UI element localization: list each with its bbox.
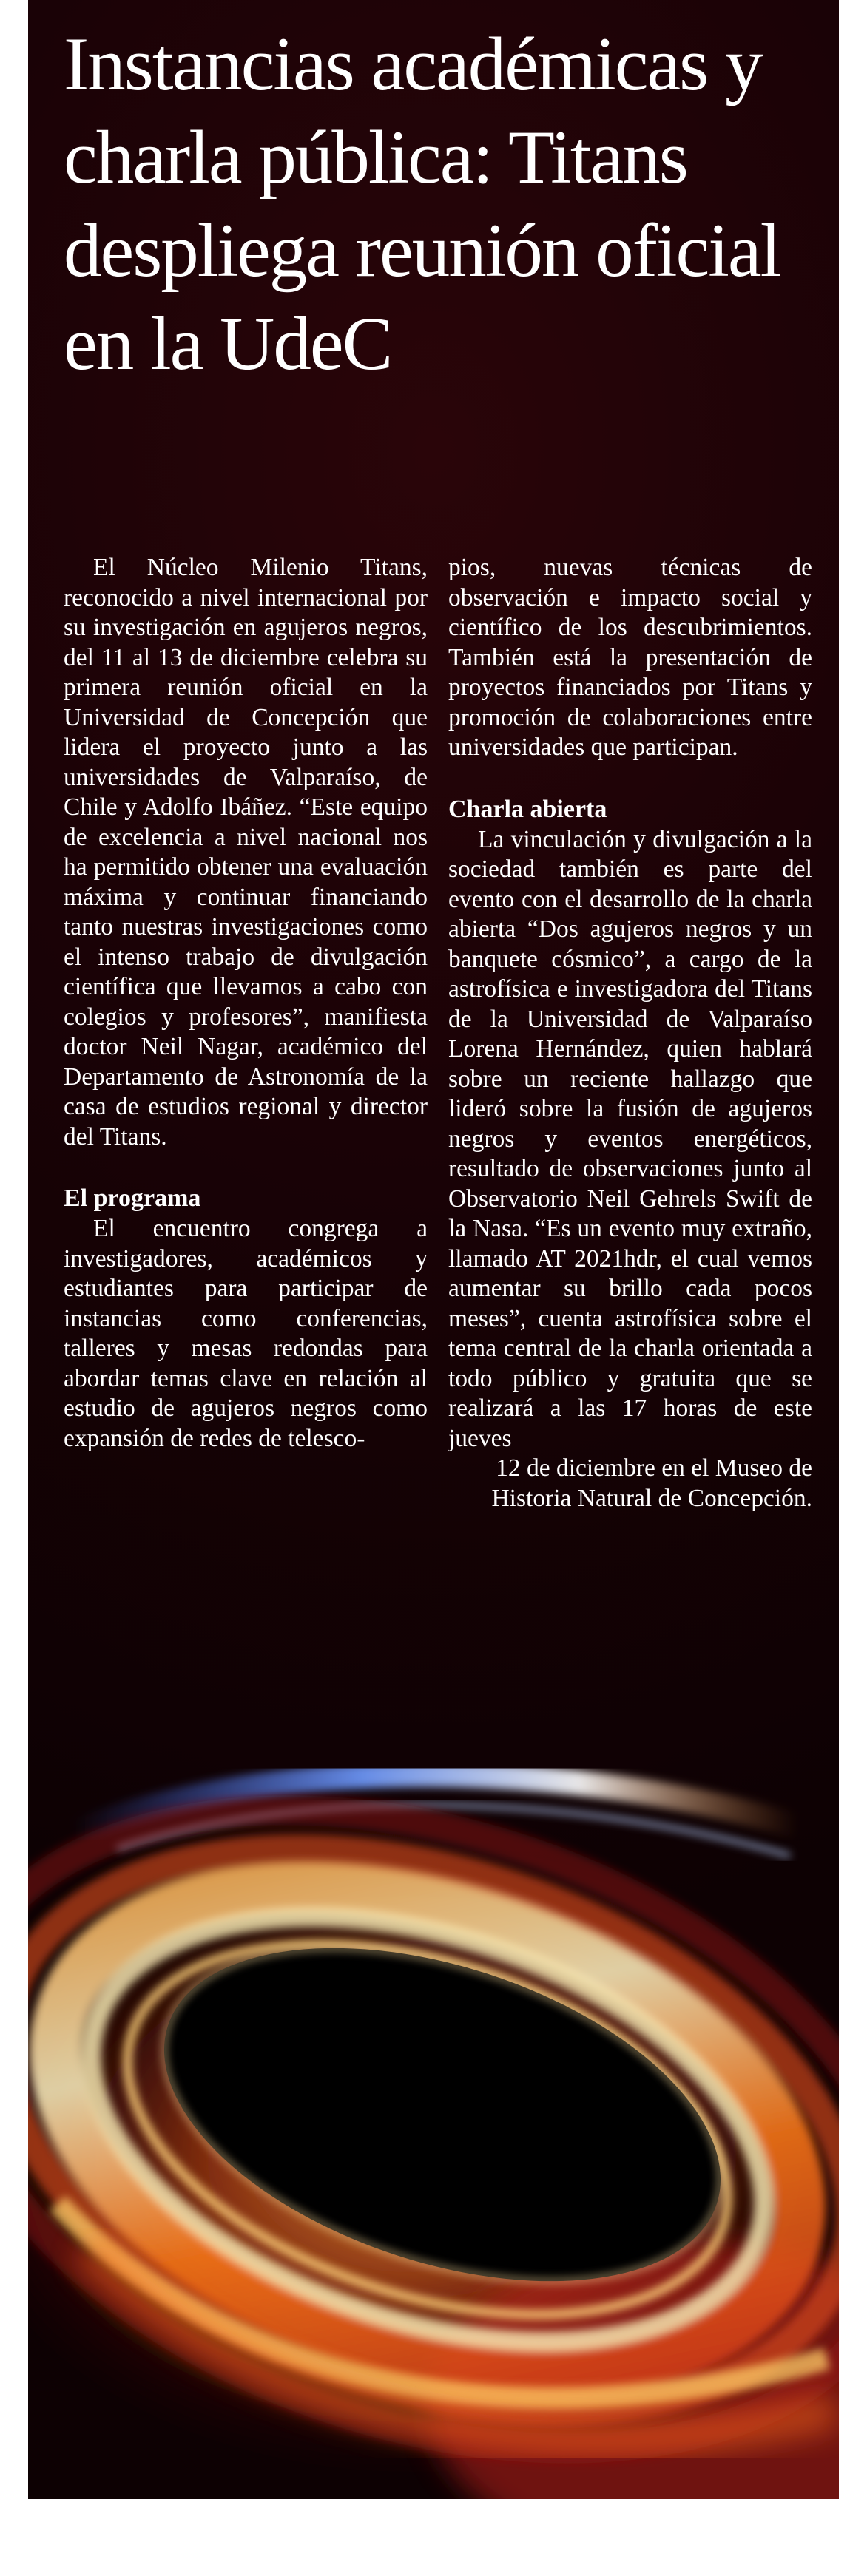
section-heading-programa: El programa: [64, 1184, 201, 1212]
paragraph-gap: [448, 763, 812, 794]
paragraph-gap: [64, 1152, 428, 1183]
article-column-left: [64, 553, 428, 1454]
article-column-right: [448, 553, 812, 1514]
article-headline: Instancias académicas y charla pública: Titans despliega reunión oficial en la UdeC: [64, 22, 780, 386]
intro-paragraph: El Núcleo Milenio Titans, reconocido a nivel internacional por su investigación en agujeros negros, del 11 al 13 de diciembre celebra su primera reunión oficial en la Universidad de Concepción que lidera el proyecto junto a las universidades de Valparaíso, de Chile y Adolfo Ibáñez. “Este equipo de excelencia a nivel nacional nos ha permitido obtener una evaluación máxima y continuar financiando tanto nuestras investigaciones como el intenso trabajo de divulgación científica que llevamos a cabo con colegios y profesores”, manifiesta doctor Neil Nagar, académico del Departamento de Astronomía de la casa de estudios regional y director del Titans.: [64, 554, 428, 1150]
charla-paragraph: La vinculación y divulgación a la sociedad también es parte del evento con el desarrollo de la charla abierta “Dos agujeros negros y un banquete cósmico”, a cargo de la astrofísica e investigadora del Titans de la Universidad de Valparaíso Lorena Hernández, quien hablará sobre un reciente hallazgo que lideró sobre la fusión de agujeros negros y eventos energéticos, resultado de observaciones junto al Observatorio Neil Gehrels Swift de la Nasa. “Es un evento muy extraño, llamado AT 2021hdr, el cual vemos aumentar su brillo cada pocos meses”, cuenta astrofísica sobre el tema central de la charla orientada a todo público y gratuita que se realizará a las 17 horas de este jueves: [448, 825, 812, 1452]
programa-paragraph-continued: pios, nuevas técnicas de observación e impacto social y científico de los descubrimientos. También está la presentación de proyectos financiados por Titans y promoción de colaboraciones entre universidades que participan.: [448, 554, 812, 761]
charla-paragraph-tail: 12 de diciembre en el Museo de Historia Natural de Concepción.: [491, 1454, 812, 1512]
article-page: [28, 0, 839, 2499]
programa-paragraph: El encuentro congrega a investigadores, académicos y estudiantes para participar de instancias como conferencias, talleres y mesas redondas para abordar temas clave en relación al estudio de agujeros negros como expansión de redes de telesco-: [64, 1215, 428, 1452]
section-heading-charla: Charla abierta: [448, 795, 607, 823]
